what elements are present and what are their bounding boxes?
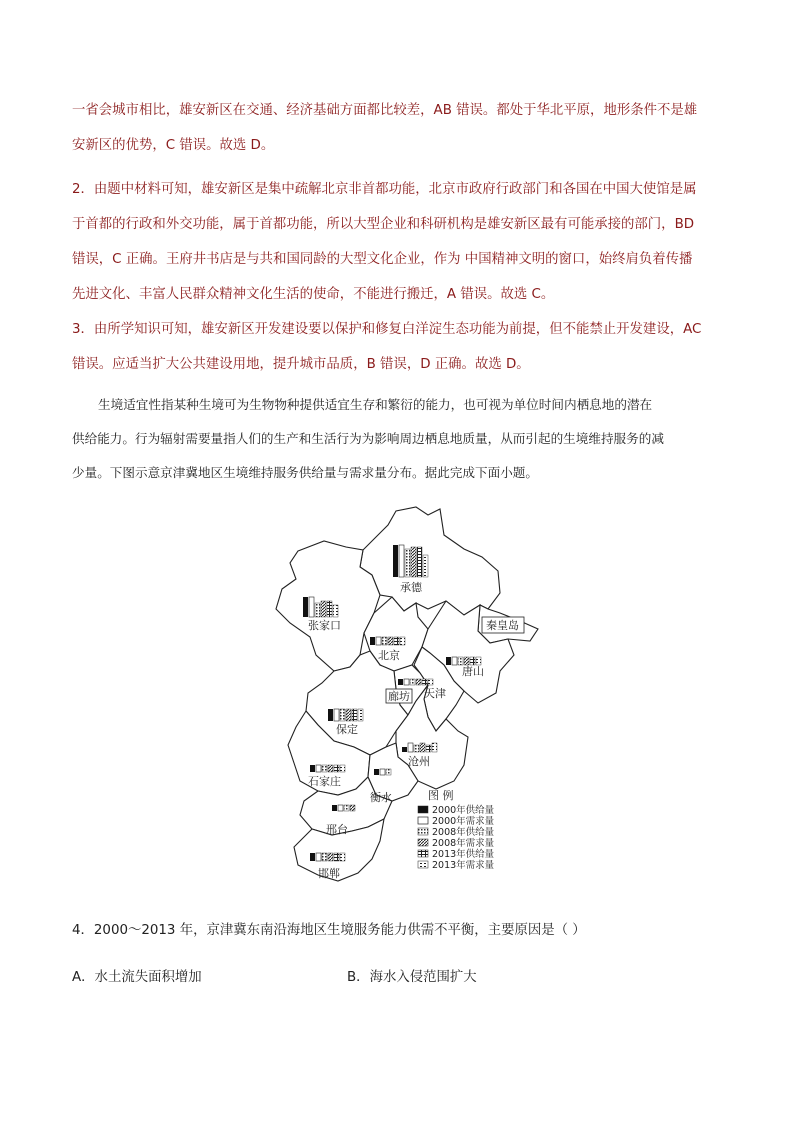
label-hengshui: 衡水 (370, 791, 392, 804)
label-beijing: 北京 (378, 649, 400, 662)
label-handan: 邯郸 (318, 867, 340, 880)
label-zhangjiakou: 张家口 (308, 619, 341, 632)
jingjinji-map (268, 505, 550, 885)
legend-item-3: 2008年供给量 (432, 827, 495, 838)
answer-2-line-4: 先进文化、丰富人民群众精神文化生活的使命，不能进行搬迁，A 错误。故选 C。 (72, 287, 555, 302)
label-shijiazhuang: 石家庄 (308, 775, 341, 788)
answer-2-line-2: 于首都的行政和外交功能，属于首都功能，所以大型企业和科研机构是雄安新区最有可能承接的部门，BD (72, 217, 695, 232)
bars-hengshui (374, 769, 391, 775)
answer-3-line-2: 错误。应适当扩大公共建设用地，提升城市品质，B 错误，D 正确。故选 D。 (72, 357, 530, 372)
answer-1-line-1: 一省会城市相比，雄安新区在交通、经济基础方面都比较差，AB 错误。都处于华北平原，地形条件不是雄 (72, 103, 698, 118)
legend-item-1: 2000年供给量 (432, 805, 495, 816)
answer-3-line-1: 3．由所学知识可知，雄安新区开发建设要以保护和修复白洋淀生态功能为前提，但不能禁止开发建设，AC (72, 322, 702, 337)
legend-item-4: 2008年需求量 (432, 838, 495, 849)
stem-line-2: 供给能力。行为辐射需要量指人们的生产和生活行为为影响周边栖息地质量，从而引起的生境维持服务的减 (72, 431, 664, 446)
label-chengde: 承德 (400, 581, 422, 594)
legend-item-6: 2013年需求量 (432, 860, 495, 871)
answer-3 (72, 312, 724, 382)
stem-line-3: 少量。下图示意京津冀地区生境维持服务供给量与需求量分布。据此完成下面小题。 (72, 465, 538, 480)
question-4-stem: 4．2000～2013 年，京津冀东南沿海地区生境服务能力供需不平衡，主要原因是（ ） (72, 923, 586, 938)
label-langfang: 廊坊 (388, 690, 410, 703)
answer-1-line-2: 安新区的优势，C 错误。故选 D。 (72, 138, 275, 153)
region-chengde (360, 507, 500, 615)
legend-item-2: 2000年需求量 (432, 816, 495, 827)
label-qinhuangdao: 秦皇岛 (486, 619, 519, 632)
label-baoding: 保定 (336, 723, 358, 736)
option-a[interactable]: A．水土流失面积增加 (72, 970, 202, 985)
question-stem (72, 388, 724, 490)
answer-1 (72, 93, 724, 163)
option-b[interactable]: B．海水入侵范围扩大 (347, 970, 477, 985)
label-tianjin: 天津 (424, 687, 446, 700)
answer-2-line-1: 2．由题中材料可知，雄安新区是集中疏解北京非首都功能，北京市政府行政部门和各国在中国大使馆是属 (72, 182, 697, 197)
label-cangzhou: 沧州 (408, 755, 430, 768)
answer-2-line-3: 错误，C 正确。王府井书店是与共和国同龄的大型文化企业，作为 中国精神文明的窗口，始终肩负着传播 (72, 252, 693, 267)
map-legend (418, 788, 495, 871)
label-tangshan: 唐山 (462, 665, 484, 678)
answer-2 (72, 172, 724, 312)
stem-line-1: 生境适宜性指某种生境可为生物物种提供适宜生存和繁衍的能力，也可视为单位时间内栖息地的潜在 (98, 397, 653, 412)
legend-title: 图 例 (428, 789, 454, 802)
legend-item-5: 2013年供给量 (432, 849, 495, 860)
label-xingtai: 邢台 (326, 823, 348, 836)
